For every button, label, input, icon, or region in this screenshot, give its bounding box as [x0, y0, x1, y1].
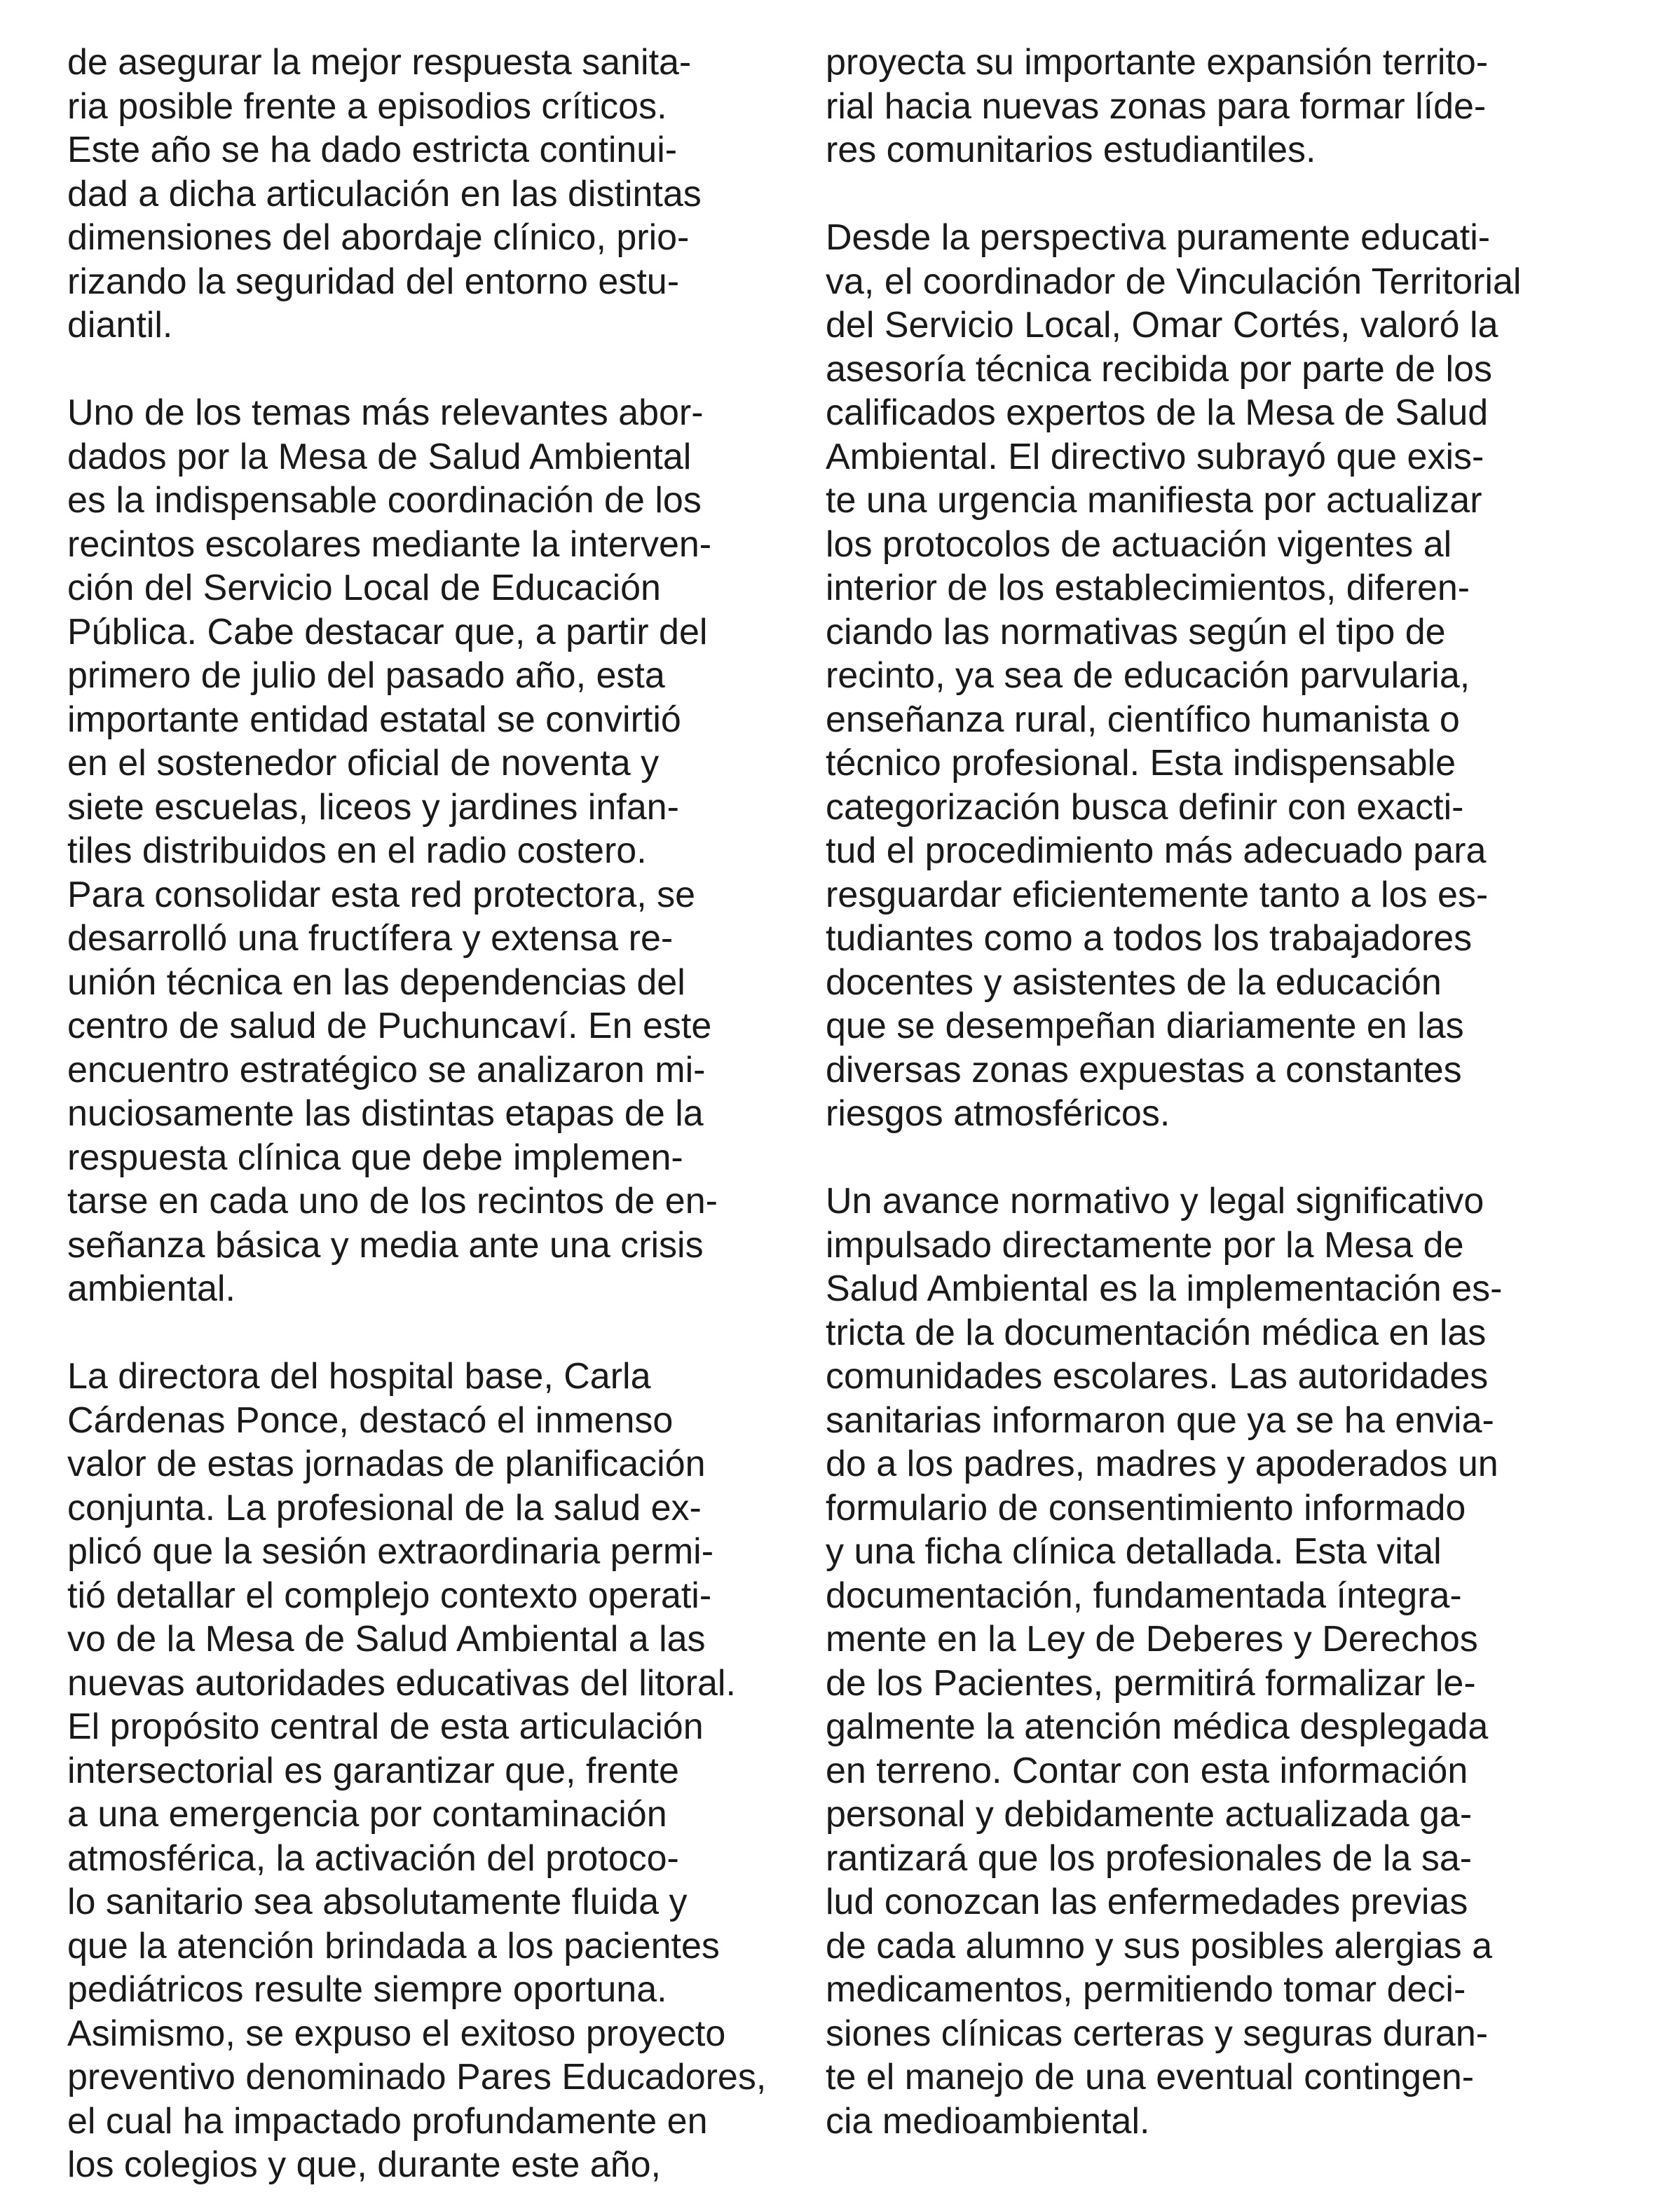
text-line: impulsado directamente por la Mesa de	[826, 1224, 1464, 1266]
text-line: de los Pacientes, permitirá formalizar le-	[826, 1662, 1476, 1704]
text-line: preventivo denominado Pares Educadores,	[67, 2057, 767, 2097]
text-line: personal y debidamente actualizada ga-	[826, 1794, 1473, 1835]
text-line: vo de la Mesa de Salud Ambiental a las	[67, 1619, 706, 1659]
text-line: recintos escolares mediante la interven-	[67, 523, 712, 565]
text-line: los protocolos de actuación vigentes al	[826, 523, 1452, 565]
text-line: lo sanitario sea absolutamente fluida y	[67, 1882, 688, 1922]
text-line: Ambiental. El directivo subrayó que exis-	[826, 436, 1484, 477]
text-line: siete escuelas, liceos y jardines infan-	[67, 786, 679, 828]
text-line: sanitarias informaron que ya se ha envia-	[826, 1399, 1494, 1441]
text-line: tarse en cada uno de los recintos de en-	[67, 1181, 718, 1221]
text-line: intersectorial es garantizar que, frente	[67, 1750, 679, 1791]
text-line: va, el coordinador de Vinculación Territorial	[826, 261, 1522, 302]
text-line: dimensiones del abordaje clínico, prio-	[67, 217, 690, 258]
text-line: cia medioambiental.	[826, 2100, 1150, 2142]
text-line: La directora del hospital base, Carla	[67, 1356, 651, 1397]
text-line: medicamentos, permitiendo tomar deci-	[826, 1969, 1466, 2010]
text-line: los colegios y que, durante este año,	[67, 2144, 662, 2185]
text-line: atmosférica, la activación del protoco-	[67, 1837, 679, 1879]
text-line: rizando la seguridad del entorno estu-	[67, 261, 680, 302]
text-line: conjunta. La profesional de la salud ex-	[67, 1487, 702, 1528]
text-line: Para consolidar esta red protectora, se	[67, 874, 696, 915]
text-line: de asegurar la mejor respuesta sanita-	[67, 42, 692, 83]
text-line: galmente la atención médica desplegada	[826, 1706, 1489, 1747]
text-line: lud conozcan las enfermedades previas	[826, 1882, 1468, 1922]
text-line: Pública. Cabe destacar que, a partir del	[67, 611, 708, 652]
text-line: en terreno. Contar con esta información	[826, 1750, 1468, 1791]
text-line: calificados expertos de la Mesa de Salud	[826, 392, 1489, 433]
text-line: recinto, ya sea de educación parvularia,	[826, 655, 1470, 696]
text-line: enseñanza rural, científico humanista o	[826, 699, 1460, 740]
text-line: Asimismo, se expuso el exitoso proyecto	[67, 2013, 726, 2054]
text-line: El propósito central de esta articulación	[67, 1706, 704, 1747]
paragraph	[826, 41, 1569, 172]
text-line: Cárdenas Ponce, destacó el inmenso	[67, 1399, 674, 1441]
text-line: dad a dicha articulación en las distintas	[67, 173, 702, 214]
paragraph	[67, 391, 775, 1311]
text-line: Este año se ha dado estricta continui-	[67, 130, 678, 170]
text-line: documentación, fundamentada íntegra-	[826, 1575, 1462, 1616]
text-line: diversas zonas expuestas a constantes	[826, 1049, 1462, 1090]
text-line: y una ficha clínica detallada. Esta vital	[826, 1531, 1442, 1572]
text-line: tud el procedimiento más adecuado para	[826, 830, 1487, 871]
text-line: nuciosamente las distintas etapas de la	[67, 1093, 704, 1134]
text-line: es la indispensable coordinación de los	[67, 480, 702, 521]
text-line: señanza básica y media ante una crisis	[67, 1224, 704, 1266]
text-line: te una urgencia manifiesta por actualizar	[826, 480, 1482, 521]
text-line: importante entidad estatal se convirtió	[67, 699, 681, 740]
text-line: Salud Ambiental es la implementación es-	[826, 1268, 1503, 1309]
text-line: desarrolló una fructífera y extensa re-	[67, 918, 674, 959]
text-line: valor de estas jornadas de planificación	[67, 1444, 706, 1484]
text-line: respuesta clínica que debe implemen-	[67, 1137, 683, 1178]
text-line: que se desempeñan diariamente en las	[826, 1006, 1464, 1046]
text-line: nuevas autoridades educativas del litoral.	[67, 1662, 736, 1704]
paragraph	[67, 1355, 775, 2187]
text-line: tricta de la documentación médica en las	[826, 1312, 1487, 1353]
paragraph	[67, 41, 775, 348]
text-line: siones clínicas certeras y seguras duran-	[826, 2013, 1489, 2054]
text-line: rial hacia nuevas zonas para formar líde-	[826, 85, 1487, 127]
text-line: tudiantes como a todos los trabajadores	[826, 918, 1473, 959]
paragraph	[826, 216, 1569, 1136]
text-line: do a los padres, madres y apoderados un	[826, 1444, 1498, 1484]
text-line: Un avance normativo y legal significativo	[826, 1181, 1484, 1221]
text-line: dados por la Mesa de Salud Ambiental	[67, 436, 692, 477]
text-line: interior de los establecimientos, diferen-	[826, 568, 1470, 608]
text-line: proyecta su importante expansión territo-	[826, 42, 1489, 83]
text-line: encuentro estratégico se analizaron mi-	[67, 1049, 706, 1090]
text-line: asesoría técnica recibida por parte de los	[826, 348, 1492, 390]
text-line: mente en la Ley de Deberes y Derechos	[826, 1619, 1478, 1659]
text-line: resguardar eficientemente tanto a los es-	[826, 874, 1489, 915]
text-line: ción del Servicio Local de Educación	[67, 568, 661, 608]
text-line: tió detallar el complejo contexto operati-	[67, 1575, 712, 1616]
text-line: unión técnica en las dependencias del	[67, 961, 685, 1003]
text-line: a una emergencia por contaminación	[67, 1794, 667, 1835]
left-column	[67, 41, 775, 2187]
text-line: el cual ha impactado profundamente en	[67, 2100, 708, 2142]
text-line: plicó que la sesión extraordinaria permi-	[67, 1531, 714, 1572]
text-line: docentes y asistentes de la educación	[826, 961, 1442, 1003]
text-line: de cada alumno y sus posibles alergias a	[826, 1925, 1493, 1966]
right-column	[826, 41, 1569, 2143]
text-line: Uno de los temas más relevantes abor-	[67, 392, 704, 433]
text-line: categorización busca definir con exacti-	[826, 786, 1464, 828]
text-line: primero de julio del pasado año, esta	[67, 655, 665, 696]
text-line: rantizará que los profesionales de la sa-	[826, 1837, 1473, 1879]
text-line: res comunitarios estudiantiles.	[826, 130, 1316, 170]
text-line: riesgos atmosféricos.	[826, 1093, 1170, 1134]
text-line: del Servicio Local, Omar Cortés, valoró la	[826, 305, 1498, 345]
paragraph	[826, 1179, 1569, 2143]
text-line: diantil.	[67, 305, 173, 345]
text-line: ria posible frente a episodios críticos.	[67, 85, 667, 127]
text-line: Desde la perspectiva puramente educati-	[826, 217, 1491, 258]
text-line: que la atención brindada a los pacientes	[67, 1925, 720, 1966]
text-line: pediátricos resulte siempre oportuna.	[67, 1969, 667, 2010]
text-line: te el manejo de una eventual contingen-	[826, 2057, 1475, 2097]
text-line: formulario de consentimiento informado	[826, 1487, 1466, 1528]
text-line: comunidades escolares. Las autoridades	[826, 1356, 1489, 1397]
text-line: ambiental.	[67, 1268, 235, 1309]
text-line: técnico profesional. Esta indispensable	[826, 743, 1456, 783]
text-line: ciando las normativas según el tipo de	[826, 611, 1446, 652]
text-line: centro de salud de Puchuncaví. En este	[67, 1006, 712, 1046]
text-line: tiles distribuidos en el radio costero.	[67, 830, 647, 871]
text-line: en el sostenedor oficial de noventa y	[67, 743, 660, 783]
